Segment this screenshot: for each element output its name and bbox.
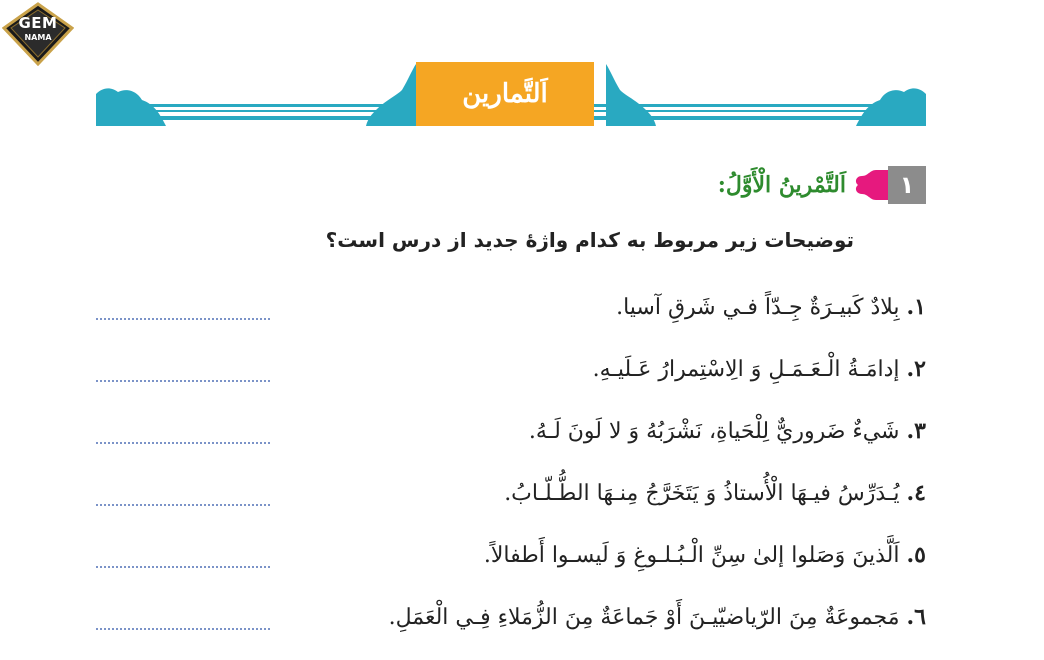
- item-text: يُـدَرِّسُ فيـهَا الْأُستاذُ وَ يَتَخَرَّجُ مِنـهَا الطُّـلّـابُ.: [504, 481, 900, 506]
- answer-blank[interactable]: [96, 504, 270, 506]
- item-text: مَجموعَةٌ مِنَ الرّياضيّيـنَ أَوْ جَماعَةٌ مِنَ الزُّمَلاءِ فِـي الْعَمَلِ.: [388, 605, 900, 630]
- answer-blank[interactable]: [96, 566, 270, 568]
- list-item: [96, 350, 926, 412]
- list-item: [96, 474, 926, 536]
- exercise-instruction: توضیحات زیر مربوط به کدام واژهٔ جدید از درس است؟: [325, 228, 854, 252]
- list-item: [96, 536, 926, 598]
- item-number: ٢.: [906, 356, 926, 382]
- gemnama-logo: [2, 2, 74, 66]
- item-number: ٦.: [906, 604, 926, 630]
- answer-blank[interactable]: [96, 442, 270, 444]
- item-number: ٤.: [906, 480, 926, 506]
- answer-blank[interactable]: [96, 318, 270, 320]
- answer-blank[interactable]: [96, 380, 270, 382]
- list-item: [96, 288, 926, 350]
- list-item: [96, 412, 926, 474]
- exercise-items-list: [96, 288, 926, 660]
- item-text: شَيءٌ ضَروريٌّ لِلْحَياةِ، نَشْرَبُهُ وَ لا لَونَ لَـهُ.: [528, 419, 900, 444]
- exercise-number: ١: [888, 166, 926, 204]
- item-number: ١.: [906, 294, 926, 320]
- section-title-box: [416, 62, 594, 126]
- item-text: اَلَّذينَ وَصَلوا إلىٰ سِنِّ الْـبُـلـوغِ وَ لَيسـوا أَطفالاً.: [483, 543, 900, 568]
- section-title: اَلتَّمارين: [462, 79, 548, 109]
- list-item: [96, 598, 926, 660]
- exercise-title: اَلتَّمْرينُ الْأَوَّلُ:: [717, 172, 846, 198]
- item-text: بِلادٌ كَبيـرَةٌ جِـدّاً فـي شَرقِ آسيا.: [616, 295, 900, 320]
- item-text: إدامَـةُ الْـعَـمَـلِ وَ الِاسْتِمرارُ عَـلَيـهِ.: [592, 357, 900, 382]
- logo-text-nama: NAMA: [24, 33, 52, 42]
- answer-blank[interactable]: [96, 628, 270, 630]
- item-number: ٥.: [906, 542, 926, 568]
- item-number: ٣.: [906, 418, 926, 444]
- logo-text-gem: GEM: [18, 14, 58, 32]
- exercise-header: [718, 166, 926, 204]
